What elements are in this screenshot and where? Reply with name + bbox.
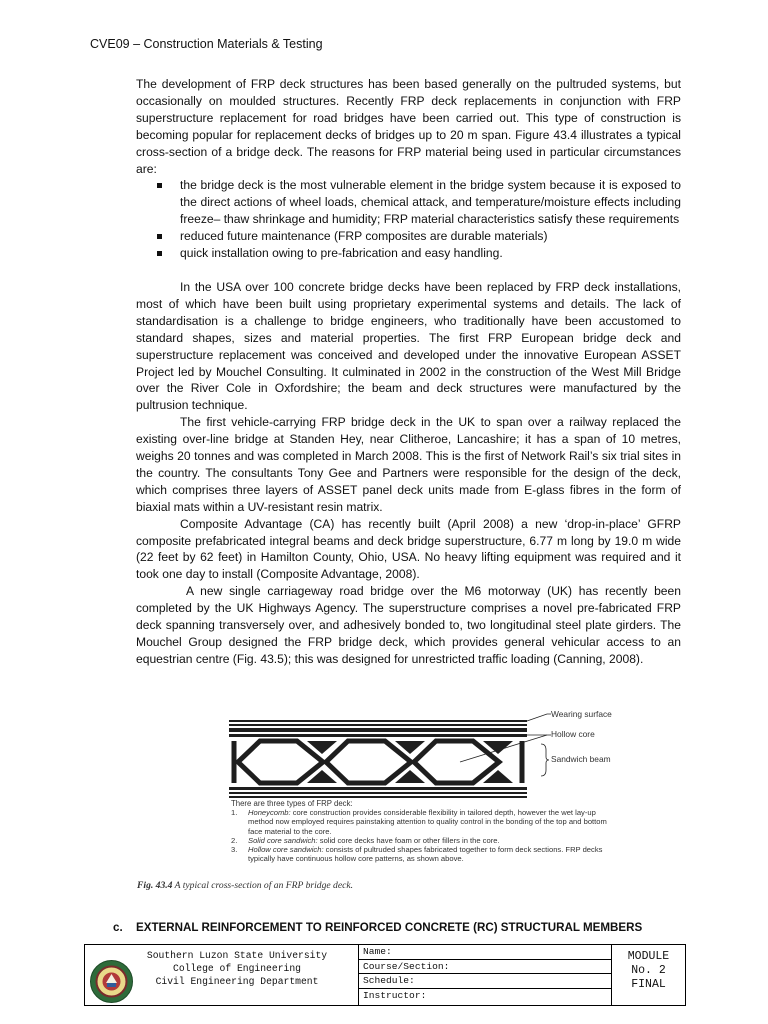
- page-header: CVE09 – Construction Materials & Testing: [90, 37, 323, 51]
- module-status: FINAL: [631, 978, 666, 991]
- note-text: core construction provides considerable flexibility in tailored depth, however the wet lay-up method now employed requires painstaking attention to quality control in the bonding of the top and bottom face material to the core.: [248, 808, 607, 836]
- document-body: [136, 76, 681, 668]
- module-label: MODULE: [627, 950, 670, 963]
- institution-block: [115, 949, 359, 988]
- name-field: Name:: [359, 945, 611, 960]
- section-letter: c.: [113, 921, 123, 934]
- list-item-text: the bridge deck is the most vulnerable element in the bridge system because it is exposed to the direct actions of wheel loads, chemical attack, and temperature/moisture effects including freeze– thaw shrinkage and humidity; FRP material characteristics satisfy these requirements: [180, 178, 681, 227]
- figure-caption-label: Fig. 43.4: [137, 880, 173, 891]
- note-term: Honeycomb:: [248, 808, 291, 818]
- bullet-square-icon: [157, 234, 162, 239]
- label-wearing-surface: Wearing surface: [551, 709, 612, 719]
- figure-caption-text: A typical cross-section of an FRP bridge deck.: [172, 880, 354, 891]
- college-name: College of Engineering: [173, 963, 301, 974]
- module-number: No. 2: [631, 964, 666, 977]
- bullet-square-icon: [157, 183, 162, 188]
- list-item: [231, 808, 611, 836]
- course-section-field: Course/Section:: [359, 960, 611, 975]
- list-item: [180, 228, 681, 245]
- paragraph-composite-advantage: Composite Advantage (CA) has recently built (April 2008) a new ‘drop-in-place’ GFRP composite prefabricated integral beams and deck bridge superstructure, 6.77 m long by 19.0 m wide (22 feet by 62 feet) in Hamilton County, Ohio, USA. No heavy lifting equipment was required and it took one day to install (Composite Advantage, 2008).: [136, 516, 681, 582]
- footer-institution-cell: [85, 945, 359, 1005]
- paragraph-uk-railway: The first vehicle-carrying FRP bridge deck in the UK to span over a railway replaced the existing over-line bridge at Standen Hey, near Clitheroe, Lancashire; it has a span of 10 metres, weighs 20 tonnes and was completed in March 2008. This is the first of Network Rail’s six trial sites in the country. The consultants Tony Gee and Partners were responsible for the design of the deck, which comprises three layers of ASSET panel deck units made from E-glass fibres in the form of biaxial mats within a UV-resistant resin matrix.: [136, 415, 681, 514]
- footer-fields-cell: [359, 945, 612, 1005]
- note-number: 2.: [231, 835, 238, 845]
- figure-caption: [137, 880, 353, 891]
- schedule-field: Schedule:: [359, 974, 611, 989]
- note-number: 3.: [231, 845, 238, 855]
- section-title: EXTERNAL REINFORCEMENT TO REINFORCED CONCRETE (RC) STRUCTURAL MEMBERS: [136, 921, 643, 934]
- paragraph-intro: The development of FRP deck structures has been based generally on the pultruded systems, but occasionally on moulded structures. Recently FRP deck replacements in conjunction with FRP superstructure replacement for road bridges have been carried out. This type of construction is becoming popular for replacement decks of bridges up to 20 m span. Figure 43.4 illustrates a typical cross-section of a bridge deck. The reasons for FRP material being used in particular circumstances are:: [136, 77, 681, 176]
- bullet-square-icon: [157, 251, 162, 256]
- list-item: [180, 177, 681, 228]
- department-name: Civil Engineering Department: [155, 976, 319, 987]
- list-item-text: quick installation owing to pre-fabrication and easy handling.: [180, 246, 503, 261]
- note-number: 1.: [231, 808, 238, 818]
- instructor-field: Instructor:: [363, 989, 427, 1001]
- figure-notes-title: There are three types of FRP deck:: [231, 799, 353, 808]
- note-text: solid core decks have foam or other fillers in the core.: [317, 835, 500, 845]
- footer-table: [84, 944, 686, 1006]
- module-cell: [612, 945, 685, 1005]
- label-sandwich-beam: Sandwich beam: [551, 754, 611, 764]
- list-item-text: reduced future maintenance (FRP composites are durable materials): [180, 229, 548, 244]
- label-hollow-core: Hollow core: [551, 729, 595, 739]
- note-text: consists of pultruded shapes fabricated together to form deck sections. FRP decks typically have continuous hollow core patterns, as shown above.: [248, 845, 603, 864]
- list-item: [180, 245, 681, 262]
- list-item: [231, 845, 611, 863]
- paragraph-usa: In the USA over 100 concrete bridge decks have been replaced by FRP deck installations, most of which have been built using proprietary experimental systems and details. The lack of standardisation is a challenge to bridge engineers, who traditionally have been accustomed to standard shapes, sizes and material properties. The first FRP European bridge deck and superstructure replacement was conceived and developed under the innovative European ASSET Project led by Mouchel Consulting. It culminated in 2002 in the construction of the West Mill Bridge over the River Cole in Oxfordshire; the beam and deck structures were manufactured by the pultrusion technique.: [136, 279, 681, 413]
- university-name: Southern Luzon State University: [146, 950, 328, 961]
- paragraph-m6-bridge: A new single carriageway road bridge over the M6 motorway (UK) has recently been completed by the UK Highways Agency. The superstructure comprises a novel pre-fabricated FRP deck spanning transversely over, and adhesively bonded to, two longitudinal steel plate girders. The Mouchel Group designed the FRP bridge deck, which provides general vehicular access to an equestrian centre (Fig. 43.5); this was designed for unrestricted traffic loading (Canning, 2008).: [136, 584, 681, 666]
- note-term: Solid core sandwich:: [248, 835, 318, 845]
- reasons-list: [136, 177, 681, 262]
- list-item: [231, 836, 611, 845]
- section-heading: [113, 921, 642, 934]
- note-term: Hollow core sandwich:: [248, 845, 324, 855]
- figure-notes: [231, 799, 611, 863]
